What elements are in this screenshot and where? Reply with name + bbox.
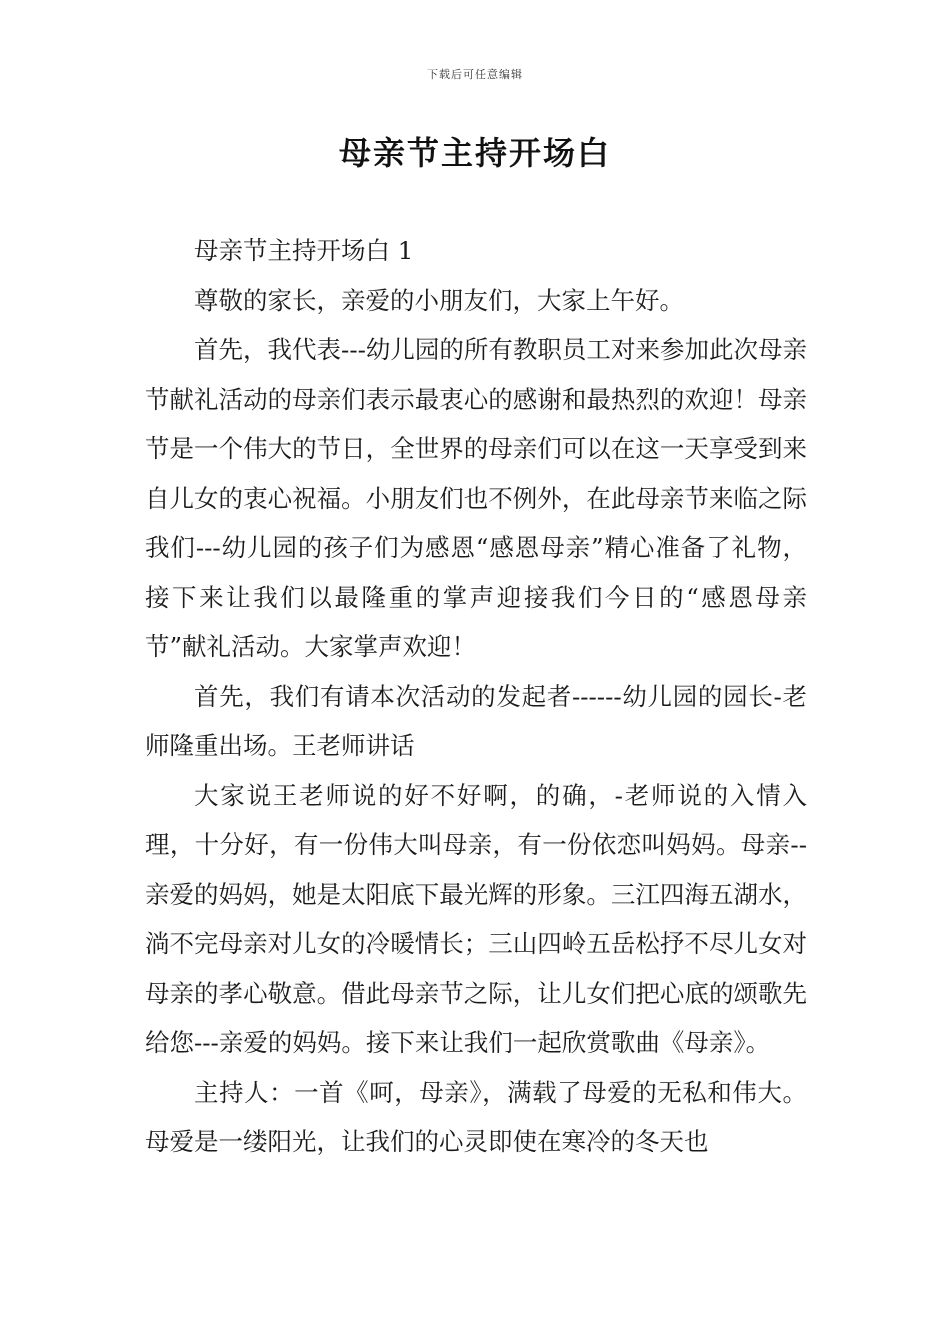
section-heading: 母亲节主持开场白 1 xyxy=(194,236,414,265)
header-note: 下载后可任意编辑 xyxy=(427,68,523,81)
document-title: 母亲节主持开场白 xyxy=(338,134,611,172)
paragraph-host-speech: 主持人：一首《呵，母亲》，满载了母爱的无私和伟大。母爱是一缕阳光，让我们的心灵即使在寒冷的冬天也 xyxy=(145,1077,807,1156)
paragraph-greeting: 尊敬的家长，亲爱的小朋友们，大家上午好。 xyxy=(194,285,684,315)
paragraph-principal-intro: 首先，我们有请本次活动的发起者------幼儿园的园长-老师隆重出场。王老师讲话 xyxy=(145,681,807,760)
document-body xyxy=(145,226,807,1167)
paragraph-welcome: 首先，我代表---幼儿园的所有教职员工对来参加此次母亲节献礼活动的母亲们表示最衷心的感谢和最热烈的欢迎！母亲节是一个伟大的节日，全世界的母亲们可以在这一天享受到来自儿女的衷心祝福。小朋友们也不例外，在此母亲节来临之际我们---幼儿园的孩子们为感恩“感恩母亲”精心准备了礼物，接下来让我们以最隆重的掌声迎接我们今日的“感恩母亲节”献礼活动。大家掌声欢迎！ xyxy=(145,335,807,661)
paragraph-song-intro: 大家说王老师说的好不好啊，的确，-老师说的入情入理，十分好，有一份伟大叫母亲，有一份依恋叫妈妈。母亲--亲爱的妈妈，她是太阳底下最光辉的形象。三江四海五湖水，淌不完母亲对儿女的冷暖情长；三山四岭五岳松抒不尽儿女对母亲的孝心敬意。借此母亲节之际，让儿女们把心底的颂歌先给您---亲爱的妈妈。接下来让我们一起欣赏歌曲《母亲》。 xyxy=(145,780,807,1057)
